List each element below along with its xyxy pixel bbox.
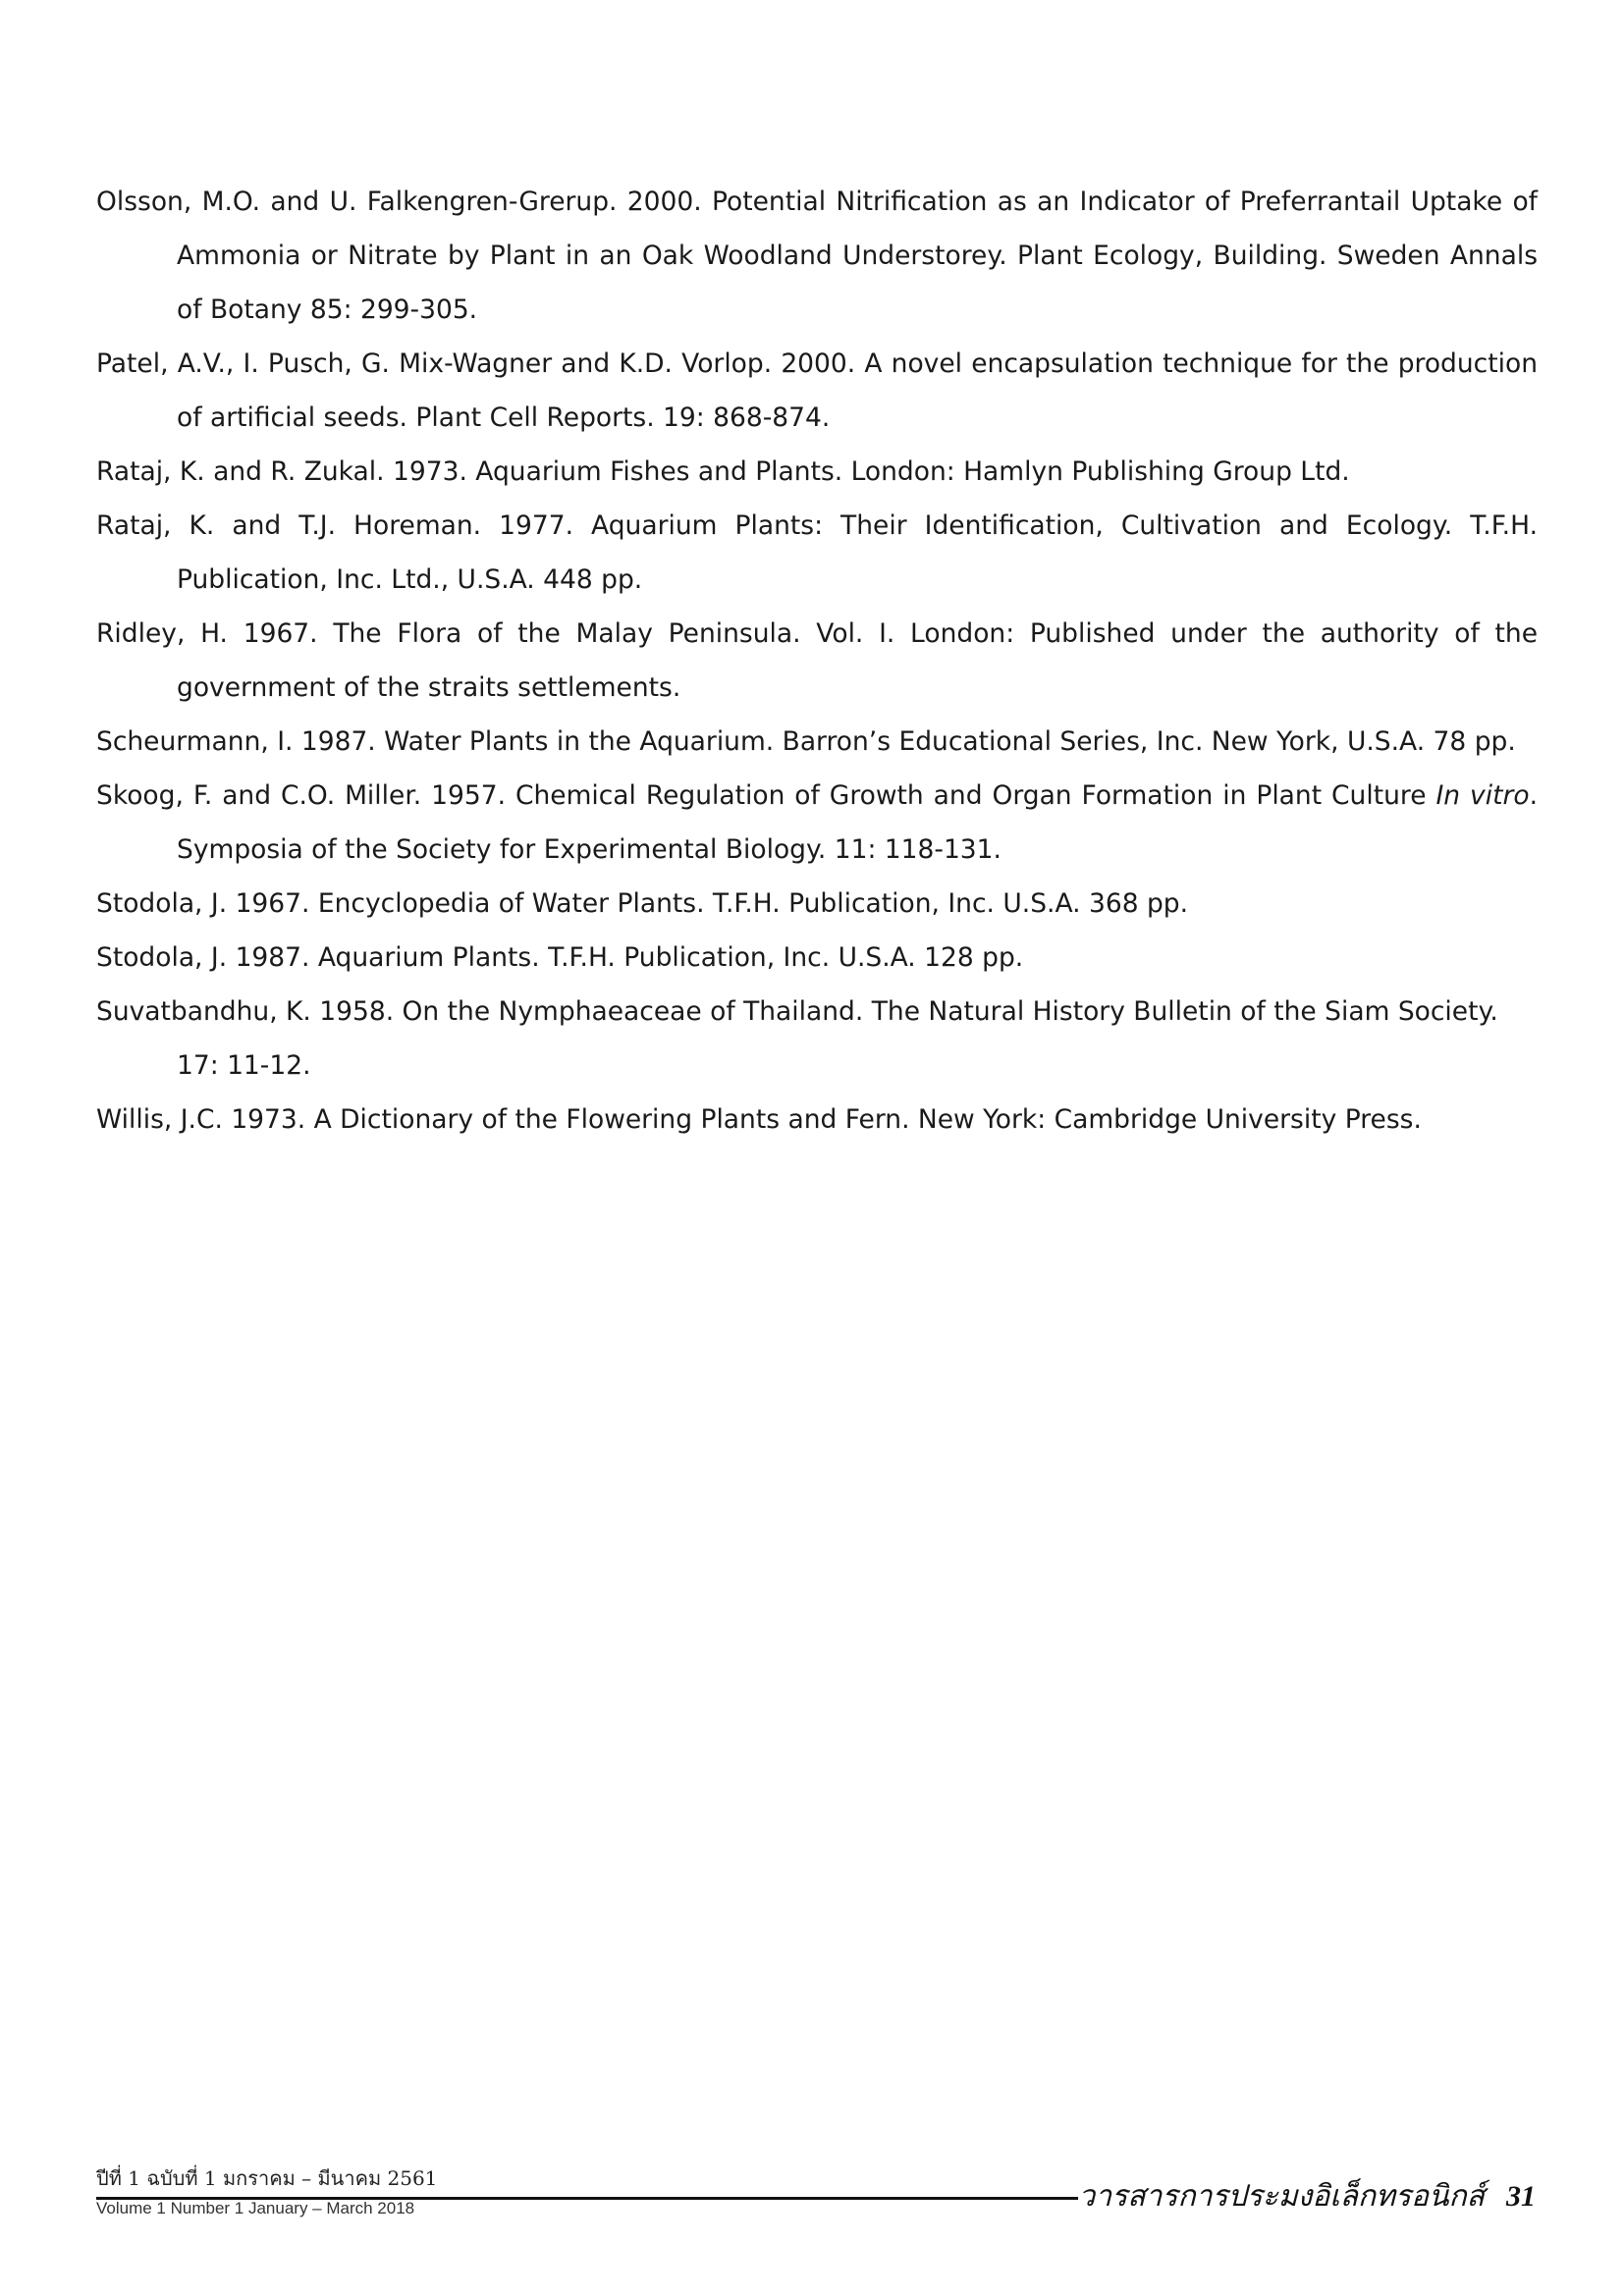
reference-olsson-2000: Olsson, M.O. and U. Falkengren-Grerup. 2000. Potential Nitrification as an Indicator of Preferrantail Uptake of Ammonia or Nitrate by Plant in an Oak Woodland Understorey. Plant Ecology, Building. Sweden Annals of Botany 85: 299-305.: [96, 187, 1538, 325]
reference-skoog-italic-term: In vitro: [1435, 780, 1530, 811]
reference-scheurmann-1987: Scheurmann, I. 1987. Water Plants in the Aquarium. Barron’s Educational Series, Inc. New York, U.S.A. 78 pp.: [96, 726, 1516, 757]
reference-list: [96, 175, 1538, 1147]
reference-suvatbandhu-1958: Suvatbandhu, K. 1958. On the Nymphaeaceae of Thailand. The Natural History Bulletin of the Siam Society. 17: 11-12.: [96, 996, 1498, 1081]
reference-rataj-zukal-1973: Rataj, K. and R. Zukal. 1973. Aquarium Fishes and Plants. London: Hamlyn Publishing Group Ltd.: [96, 456, 1350, 487]
reference-skoog-text-end: . Symposia of the Society for Experimental Biology. 11: 118-131.: [177, 780, 1539, 865]
reference-stodola-1967: Stodola, J. 1967. Encyclopedia of Water Plants. T.F.H. Publication, Inc. U.S.A. 368 pp.: [96, 888, 1189, 919]
footer-issue-thai: ปีที่ 1 ฉบับที่ 1 มกราคม – มีนาคม 2561: [96, 2166, 438, 2190]
footer-issue-english: Volume 1 Number 1 January – March 2018: [96, 2199, 415, 2217]
footer-issue-info: [96, 2165, 489, 2220]
reference-patel-2000: Patel, A.V., I. Pusch, G. Mix-Wagner and K.D. Vorlop. 2000. A novel encapsulation technique for the production of artificial seeds. Plant Cell Reports. 19: 868-874.: [96, 348, 1538, 433]
reference-skoog-text-start: Skoog, F. and C.O. Miller. 1957. Chemical Regulation of Growth and Organ Formation in Plant Culture: [96, 780, 1436, 811]
footer-divider: [96, 2197, 1078, 2200]
reference-stodola-1987: Stodola, J. 1987. Aquarium Plants. T.F.H. Publication, Inc. U.S.A. 128 pp.: [96, 942, 1024, 973]
page-number: 31: [1506, 2180, 1536, 2213]
reference-ridley-1967: Ridley, H. 1967. The Flora of the Malay Peninsula. Vol. I. London: Published under the authority of the government of the straits settlements.: [96, 618, 1538, 703]
reference-skoog-miller-1957: [96, 769, 1538, 877]
reference-willis-1973: Willis, J.C. 1973. A Dictionary of the Flowering Plants and Fern. New York: Cambridge University Press.: [96, 1104, 1422, 1135]
footer-journal: [1078, 2173, 1536, 2219]
reference-rataj-horeman-1977: Rataj, K. and T.J. Horeman. 1977. Aquarium Plants: Their Identification, Cultivation and Ecology. T.F.H. Publication, Inc. Ltd., U.S.A. 448 pp.: [96, 510, 1538, 595]
journal-title: วารสารการประมงอิเล็กทรอนิกส์: [1078, 2179, 1485, 2214]
